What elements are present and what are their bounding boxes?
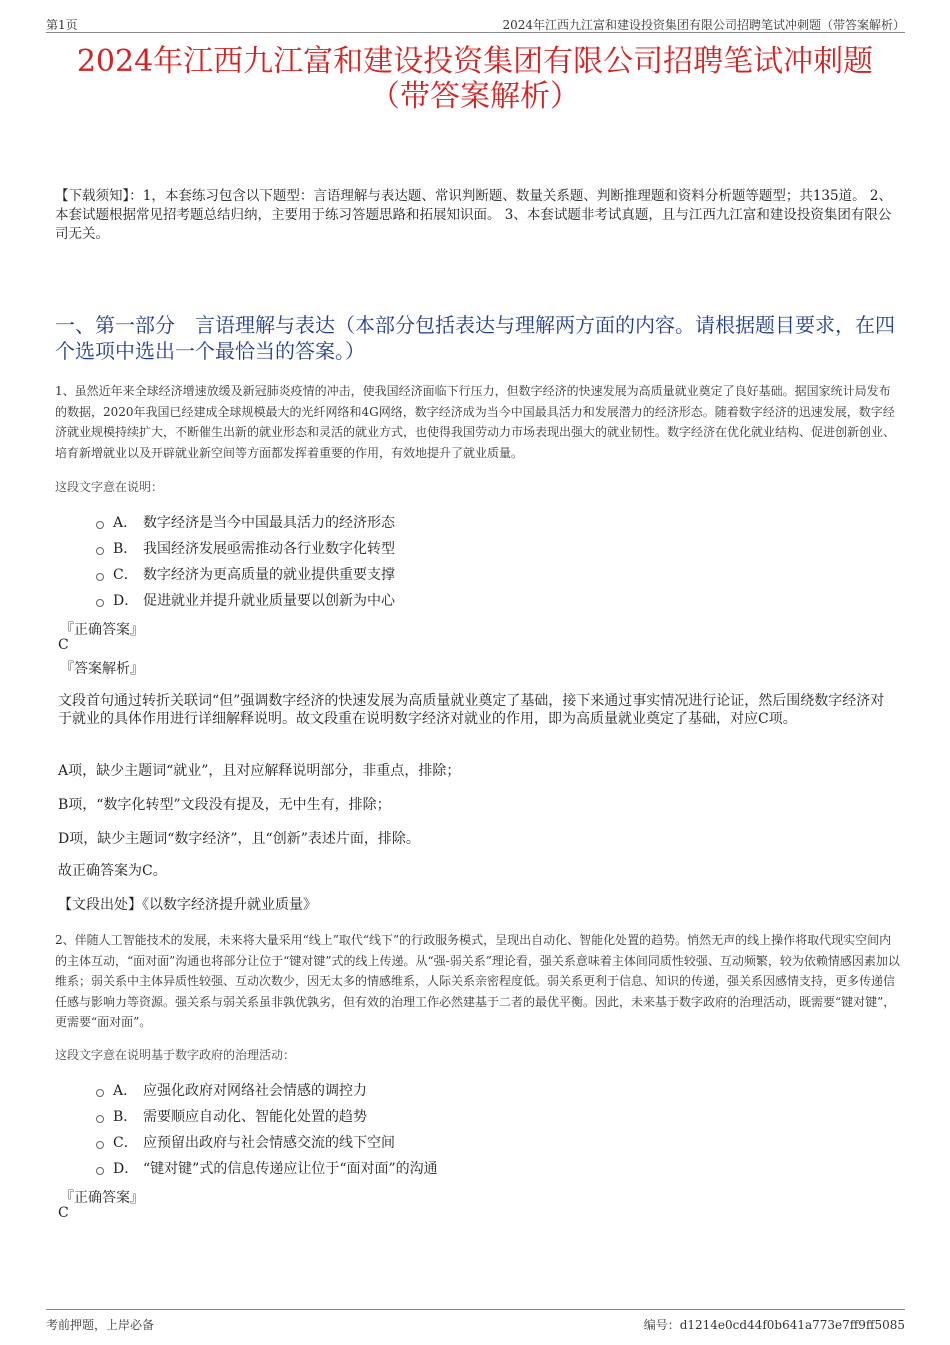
- q1-source: 【文段出处】《以数字经济提升就业质量》: [58, 897, 317, 913]
- radio-icon[interactable]: [96, 521, 104, 529]
- document-title: [40, 44, 910, 114]
- q1-option-b[interactable]: B． 我国经济发展亟需推动各行业数字化转型: [96, 535, 395, 561]
- title-line-1: 2024年江西九江富和建设投资集团有限公司招聘笔试冲刺题: [76, 44, 874, 79]
- radio-icon[interactable]: [96, 599, 104, 607]
- q1-analysis-label: 『答案解析』: [60, 661, 144, 677]
- q1-passage: 1、虽然近年来全球经济增速放缓及新冠肺炎疫情的冲击，使我国经济面临下行压力，但数字经济的快速发展为高质量就业奠定了良好基础。据国家统计局发布的数据，2020年我国已经建成全球规模最大的光纤网络和4G网络，数字经济成为当今中国最具活力和发展潜力的经济形态。随着数字经济的迅速发展，数字经济就业规模持续扩大，不断催生出新的就业形态和灵活的就业方式，也使得我国劳动力市场表现出强大的就业韧性。数字经济在优化就业结构、促进创新创业、培育新增就业以及开辟就业新空间等方面都发挥着重要的作用，有效地提升了就业质量。: [55, 384, 896, 460]
- q2-option-c[interactable]: C． 应预留出政府与社会情感交流的线下空间: [96, 1129, 438, 1155]
- q2-options: [96, 1077, 438, 1181]
- q1-option-d[interactable]: D． 促进就业并提升就业质量要以创新为中心: [96, 587, 395, 613]
- radio-icon[interactable]: [96, 1115, 104, 1123]
- footer-doc-id: 编号：d1214e0cd44f0b641a773e7ff9ff5085: [643, 1318, 905, 1332]
- q2-option-a[interactable]: A． 应强化政府对网络社会情感的调控力: [96, 1077, 438, 1103]
- radio-icon[interactable]: [96, 1167, 104, 1175]
- q1-answer: C: [58, 637, 69, 653]
- q1-a-note: A项，缺少主题词“就业”，且对应解释说明部分，非重点，排除；: [58, 763, 461, 779]
- download-notice: 【下载须知】：1，本套练习包含以下题型：言语理解与表达题、常识判断题、数量关系题、判断推理题和资料分析题等题型；共135道。 2、本套试题根据常见招考题总结归纳，主要用于练习答题思路和拓展知识面。 3、本套试题非考试真题，且与江西九江富和建设投资集团有限公司无关。: [55, 188, 892, 242]
- q2-passage: 2、伴随人工智能技术的发展，未来将大量采用“线上”取代“线下”的行政服务模式，呈现出自动化、智能化处置的趋势。悄然无声的线上操作将取代现实空间内的主体互动，“面对面”沟通也将部分让位于“键对键”式的线上传递。从“强-弱关系”理论看，强关系意味着主体间同质性较强、互动频繁，较为依赖情感因素加以维系；弱关系中主体异质性较强、互动次数少，因无太多的情感维系，人际关系亲密程度低。弱关系更利于信息、知识的传递，强关系因感情支持，更多传递信任感与影响力等资源。强关系与弱关系虽非孰优孰劣，但有效的治理工作必然建基于二者的最优平衡。因此，未来基于数字政府的治理活动，既需要“键对键”，更需要“面对面”。: [55, 933, 900, 1029]
- radio-icon[interactable]: [96, 1089, 104, 1097]
- q1-prompt: 这段文字意在说明：: [55, 480, 164, 494]
- q1-options: [96, 509, 395, 613]
- q2-answer-label: 『正确答案』: [60, 1190, 144, 1206]
- q1-analysis: 文段首句通过转折关联词“但”强调数字经济的快速发展为高质量就业奠定了基础，接下来通过事实情况进行论证，然后围绕数字经济对于就业的具体作用进行详细解释说明。故文段重在说明数字经济对就业的作用，即为高质量就业奠定了基础，对应C项。: [58, 693, 885, 727]
- title-line-2: （带答案解析）: [370, 79, 580, 114]
- radio-icon[interactable]: [96, 573, 104, 581]
- q1-answer-label: 『正确答案』: [60, 622, 144, 638]
- radio-icon[interactable]: [96, 1141, 104, 1149]
- q2-answer: C: [58, 1205, 69, 1221]
- q2-prompt: 这段文字意在说明基于数字政府的治理活动：: [55, 1048, 296, 1062]
- page-header: [46, 14, 905, 33]
- section-heading: 一、第一部分 言语理解与表达（本部分包括表达与理解两方面的内容。请根据题目要求，在四个选项中选出一个最恰当的答案。）: [55, 313, 895, 363]
- q2-option-d[interactable]: D． “键对键”式的信息传递应让位于“面对面”的沟通: [96, 1155, 438, 1181]
- radio-icon[interactable]: [96, 547, 104, 555]
- q1-option-c[interactable]: C． 数字经济为更高质量的就业提供重要支撑: [96, 561, 395, 587]
- footer-slogan: 考前押题，上岸必备: [46, 1318, 155, 1332]
- header-doc-title: 2024年江西九江富和建设投资集团有限公司招聘笔试冲刺题（带答案解析）: [502, 18, 905, 32]
- page-footer: [46, 1309, 905, 1332]
- q1-conclusion: 故正确答案为C。: [58, 863, 167, 879]
- q1-d-note: D项，缺少主题词“数字经济”，且“创新”表述片面，排除。: [58, 831, 420, 847]
- q2-option-b[interactable]: B． 需要顺应自动化、智能化处置的趋势: [96, 1103, 438, 1129]
- page-number: 第1页: [46, 18, 78, 32]
- q1-b-note: B项，“数字化转型”文段没有提及，无中生有，排除；: [58, 797, 391, 813]
- q1-option-a[interactable]: A． 数字经济是当今中国最具活力的经济形态: [96, 509, 395, 535]
